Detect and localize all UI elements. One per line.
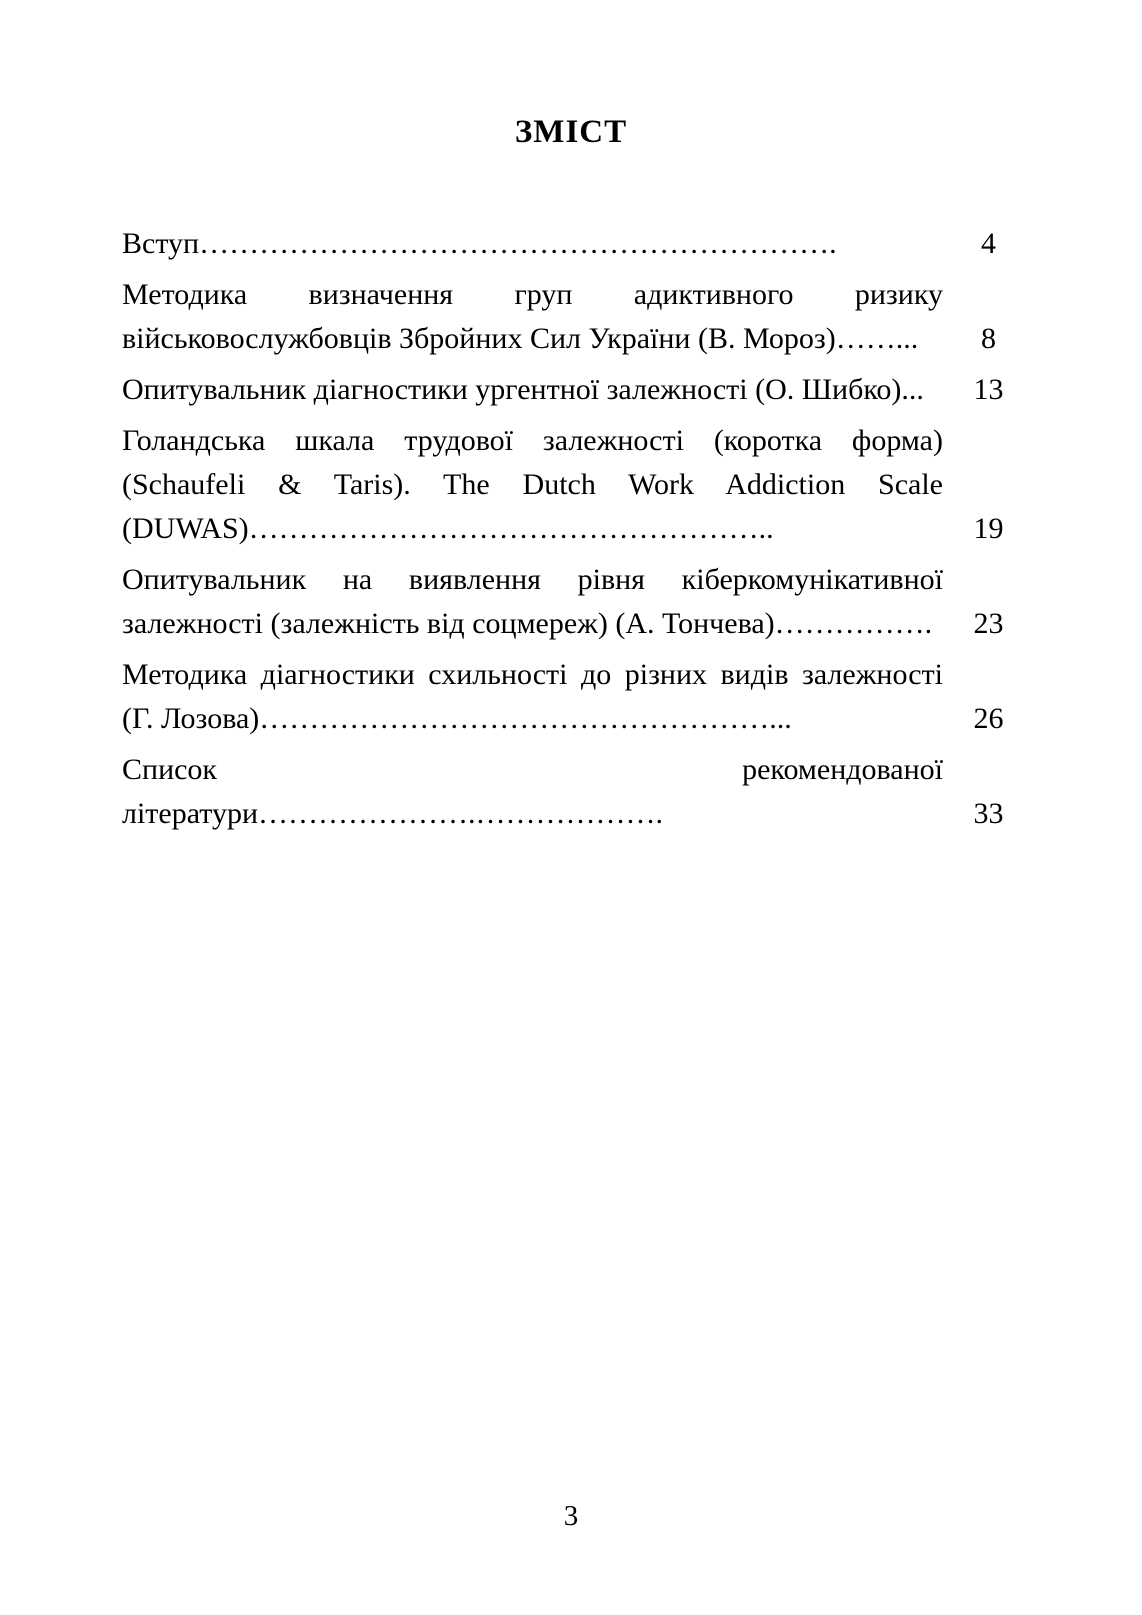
toc-entry-title — [122, 558, 943, 646]
toc-entry-title — [122, 222, 943, 266]
toc-entry-page-number: 33 — [973, 796, 1004, 830]
toc-entry — [122, 222, 1034, 266]
toc-entry-line: Опитувальник на виявлення рівня кіберкомунікативної — [122, 562, 943, 596]
toc-entry-title — [122, 748, 943, 836]
toc-entry-line: залежності (залежність від соцмереж) (А. Тончева)……………. — [122, 606, 933, 640]
toc-entry-page-number: 26 — [973, 701, 1004, 735]
toc-entry-line: Список рекомендованої літератури………………….………………. — [122, 752, 943, 830]
toc-entry-page-number: 8 — [981, 321, 996, 355]
toc-entry-page-number: 4 — [981, 226, 996, 260]
toc-entry — [122, 558, 1034, 646]
toc-entry-line: Методика визначення груп адиктивного ризику — [122, 277, 943, 311]
toc-entry-title — [122, 653, 943, 741]
toc-entry-line: Опитувальник діагностики ургентної залежності (О. Шибко)... — [122, 372, 924, 406]
toc-entry-line: Голандська шкала трудової залежності (коротка форма) — [122, 423, 943, 457]
toc-entry-line: Вступ………………………………………………………. — [122, 226, 837, 260]
toc-entry-line: (Schaufeli & Taris). The Dutch Work Addiction Scale — [122, 467, 943, 501]
toc-entry-line: військовослужбовців Збройних Сил України (В. Мороз)……... — [122, 321, 919, 355]
toc-entry — [122, 419, 1034, 551]
toc-entry-line: (DUWAS)…………………………………………….. — [122, 511, 774, 545]
toc-entry-line: (Г. Лозова)……………………………………………... — [122, 701, 792, 735]
toc-entry — [122, 368, 1034, 412]
toc-entry-page-number: 19 — [973, 511, 1004, 545]
toc-entry — [122, 748, 1034, 836]
toc-entry-title — [122, 419, 943, 551]
toc-entry-page-number: 23 — [973, 606, 1004, 640]
toc-entry — [122, 273, 1034, 361]
toc-entry-page-number: 13 — [973, 372, 1004, 406]
toc-entry-title — [122, 368, 943, 412]
footer-page-number: 3 — [563, 1500, 579, 1532]
page-title: ЗМІСТ — [514, 114, 628, 150]
toc-entry — [122, 653, 1034, 741]
toc-entry-title — [122, 273, 943, 361]
toc-entry-line: Методика діагностики схильності до різних видів залежності — [122, 657, 943, 691]
table-of-contents — [122, 222, 1034, 836]
